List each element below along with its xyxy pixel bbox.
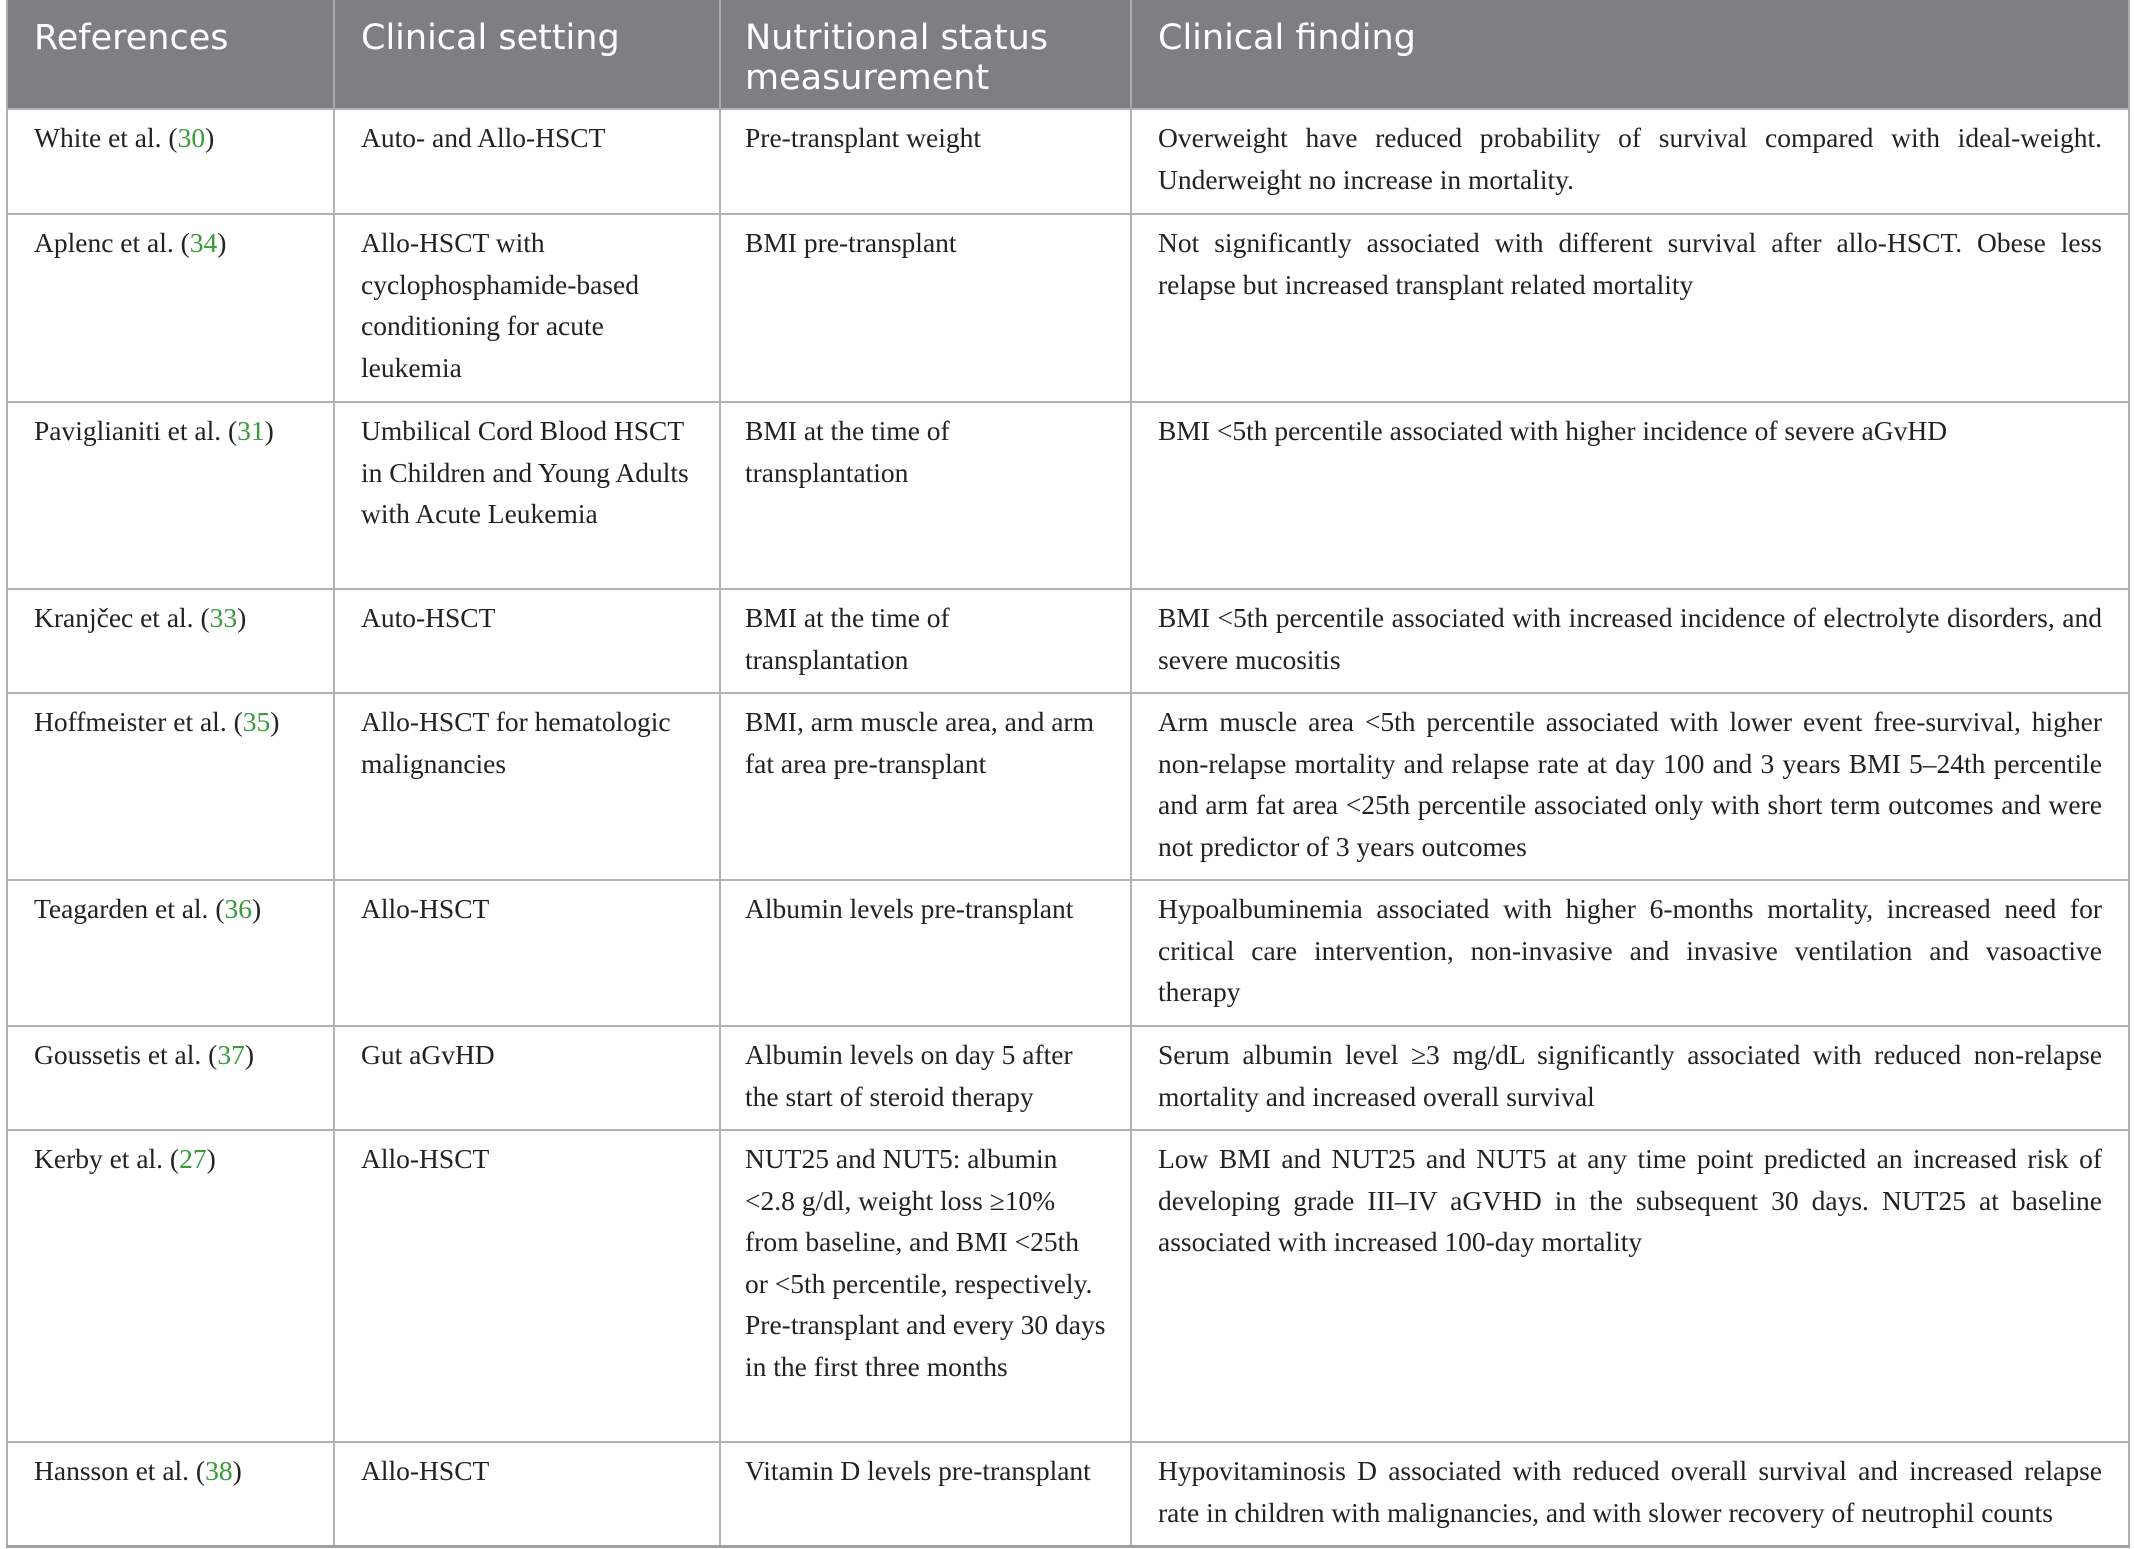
setting-cell: Auto-HSCT	[334, 589, 720, 693]
setting-cell: Allo-HSCT	[334, 880, 720, 1026]
author-name: Kerby et al.	[34, 1143, 164, 1174]
reference-cell: Kranjčec et al. (33)	[7, 589, 334, 693]
header-clinical-setting: Clinical setting	[334, 0, 720, 109]
reference-link[interactable]: 30	[177, 122, 206, 153]
measurement-cell: BMI at the time of transplantation	[720, 402, 1131, 589]
setting-cell: Gut aGvHD	[334, 1026, 720, 1130]
reference-cell: Hoffmeister et al. (35)	[7, 693, 334, 880]
measurement-cell: Pre-transplant weight	[720, 109, 1131, 214]
measurement-cell: BMI at the time of transplantation	[720, 589, 1131, 693]
reference-cell: Hansson et al. (38)	[7, 1442, 334, 1546]
finding-cell: Hypoalbuminemia associated with higher 6-months mortality, increased need for critical care intervention, non-invasive and invasive ventilation and vasoactive therapy	[1131, 880, 2129, 1026]
reference-cell: Paviglianiti et al. (31)	[7, 402, 334, 589]
author-name: Paviglianiti et al.	[34, 415, 222, 446]
finding-cell: Overweight have reduced probability of survival compared with ideal-weight. Underweight no increase in mortality.	[1131, 109, 2129, 214]
author-name: Aplenc et al.	[34, 227, 174, 258]
measurement-cell: BMI, arm muscle area, and arm fat area pre-transplant	[720, 693, 1131, 880]
table-row	[7, 402, 2129, 589]
reference-link[interactable]: 27	[179, 1143, 207, 1174]
header-nutritional-status-measurement: Nutritional status measurement	[720, 0, 1131, 109]
header-row	[7, 0, 2129, 109]
measurement-cell: Albumin levels on day 5 after the start of steroid therapy	[720, 1026, 1131, 1130]
finding-cell: BMI <5th percentile associated with higher incidence of severe aGvHD	[1131, 402, 2129, 589]
reference-cell: Goussetis et al. (37)	[7, 1026, 334, 1130]
reference-cell: White et al. (30)	[7, 109, 334, 214]
table-row	[7, 1026, 2129, 1130]
setting-cell: Allo-HSCT	[334, 1130, 720, 1442]
reference-link[interactable]: 38	[205, 1455, 233, 1486]
reference-link[interactable]: 37	[217, 1039, 245, 1070]
finding-cell: Hypovitaminosis D associated with reduced overall survival and increased relapse rate in children with malignancies, and with slower recovery of neutrophil counts	[1131, 1442, 2129, 1546]
table-row	[7, 693, 2129, 880]
finding-cell: Low BMI and NUT25 and NUT5 at any time point predicted an increased risk of developing grade III–IV aGVHD in the subsequent 30 days. NUT25 at baseline associated with increased 100-day mortality	[1131, 1130, 2129, 1442]
table-row	[7, 1130, 2129, 1442]
finding-cell: Not significantly associated with different survival after allo-HSCT. Obese less relapse but increased transplant related mortality	[1131, 214, 2129, 402]
table-row	[7, 880, 2129, 1026]
table-header	[7, 0, 2129, 109]
header-references: References	[7, 0, 334, 109]
setting-cell: Allo-HSCT	[334, 1442, 720, 1546]
author-name: Goussetis et al.	[34, 1039, 202, 1070]
table-row	[7, 589, 2129, 693]
finding-cell: Arm muscle area <5th percentile associated with lower event free-survival, higher non-relapse mortality and relapse rate at day 100 and 3 years BMI 5–24th percentile and arm fat area <25th percentile associated only with short term outcomes and were not predictor of 3 years outcomes	[1131, 693, 2129, 880]
measurement-cell: Vitamin D levels pre-transplant	[720, 1442, 1131, 1546]
setting-cell: Umbilical Cord Blood HSCT in Children and Young Adults with Acute Leukemia	[334, 402, 720, 589]
table-row	[7, 109, 2129, 214]
measurement-cell: NUT25 and NUT5: albumin <2.8 g/dl, weight loss ≥10% from baseline, and BMI <25th or <5th percentile, respectively. Pre-transplant and every 30 days in the first three months	[720, 1130, 1131, 1442]
reference-cell: Aplenc et al. (34)	[7, 214, 334, 402]
table-row	[7, 1442, 2129, 1546]
reference-link[interactable]: 36	[224, 893, 252, 924]
author-name: Kranjčec et al.	[34, 602, 194, 633]
author-name: White et al.	[34, 122, 162, 153]
reference-cell: Teagarden et al. (36)	[7, 880, 334, 1026]
reference-link[interactable]: 34	[189, 227, 218, 258]
header-clinical-finding: Clinical finding	[1131, 0, 2129, 109]
studies-table	[6, 0, 2130, 1548]
finding-cell: BMI <5th percentile associated with increased incidence of electrolyte disorders, and severe mucositis	[1131, 589, 2129, 693]
setting-cell: Auto- and Allo-HSCT	[334, 109, 720, 214]
setting-cell: Allo-HSCT with cyclophosphamide-based conditioning for acute leukemia	[334, 214, 720, 402]
author-name: Hansson et al.	[34, 1455, 190, 1486]
setting-cell: Allo-HSCT for hematologic malignancies	[334, 693, 720, 880]
reference-link[interactable]: 35	[242, 706, 271, 737]
table-container	[6, 0, 2128, 1548]
author-name: Teagarden et al.	[34, 893, 209, 924]
reference-link[interactable]: 31	[237, 415, 265, 446]
measurement-cell: BMI pre-transplant	[720, 214, 1131, 402]
table-row	[7, 214, 2129, 402]
reference-link[interactable]: 33	[209, 602, 238, 633]
finding-cell: Serum albumin level ≥3 mg/dL significantly associated with reduced non-relapse mortality and increased overall survival	[1131, 1026, 2129, 1130]
reference-cell: Kerby et al. (27)	[7, 1130, 334, 1442]
table-body	[7, 109, 2129, 1546]
measurement-cell: Albumin levels pre-transplant	[720, 880, 1131, 1026]
author-name: Hoffmeister et al.	[34, 706, 227, 737]
